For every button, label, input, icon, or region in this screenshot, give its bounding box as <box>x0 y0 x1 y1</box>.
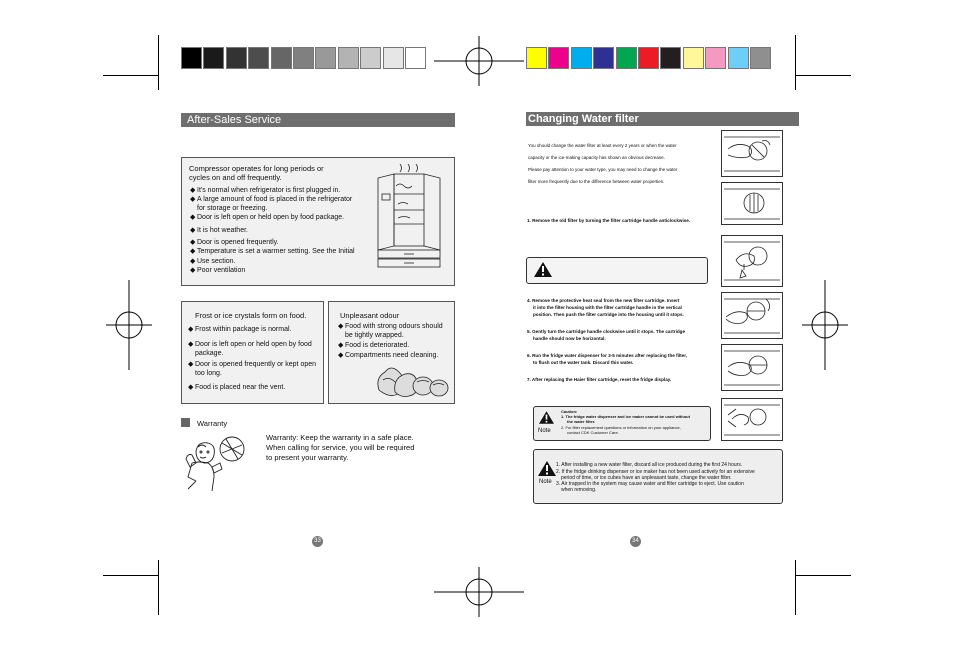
note-item: 2. If the fridge drinking dispenser or ice maker has not been used actively for an extensive <box>556 469 755 475</box>
step-5: 5. Gently turn the cartridge handle clockwise until it stops. The cartridge <box>527 329 686 334</box>
registration-mark <box>106 280 152 370</box>
color-swatch <box>226 47 247 69</box>
bullet: ◆ <box>190 214 196 221</box>
color-swatch <box>338 47 359 69</box>
bullet: ◆ <box>190 248 196 255</box>
warning-icon <box>539 411 554 424</box>
page-number: 34 <box>630 536 641 547</box>
warranty-text: When calling for service, you will be required <box>266 443 415 452</box>
registration-mark <box>802 280 848 370</box>
color-swatch <box>360 47 381 69</box>
caution-item: the water filter. <box>567 419 596 424</box>
warranty-text: Warranty: Keep the warranty in a safe place. <box>266 433 414 442</box>
list-item: package. <box>195 350 224 357</box>
list-item: It is hot weather. <box>197 227 248 234</box>
step-4: position. Then push the filter cartridge into the housing until it stops. <box>533 312 684 317</box>
color-swatch <box>683 47 704 69</box>
step-4: it into the filter housing with the filter cartridge handle in the vertical <box>533 305 682 310</box>
color-swatch <box>181 47 202 69</box>
color-swatch <box>383 47 404 69</box>
filter-step-illustration <box>721 292 783 339</box>
bullet: ◆ <box>338 323 344 330</box>
bullet: ◆ <box>190 267 196 274</box>
step-7: 7. After replacing the Haier filter cartridge, reset the fridge display. <box>527 377 672 382</box>
list-item: Poor ventilation <box>197 267 246 274</box>
compressor-title: cycles on and off frequently. <box>189 173 282 182</box>
color-swatch <box>203 47 224 69</box>
step-5: handle should now be horizontal. <box>533 336 606 341</box>
frost-title: Frost or ice crystals form on food. <box>195 311 307 320</box>
note-item: 1. After installing a new water filter, discard all ice produced during the first 24 hours. <box>556 462 743 468</box>
intro-text: filter more frequently due to the difference between water properties. <box>528 179 665 184</box>
list-item: too long. <box>195 370 222 377</box>
warranty-label: Warranty <box>197 419 228 428</box>
color-swatch <box>526 47 547 69</box>
bullet: ◆ <box>188 341 194 348</box>
list-item: Food with strong odours should <box>345 323 443 330</box>
color-swatch <box>728 47 749 69</box>
color-swatch <box>616 47 637 69</box>
list-item: Frost within package is normal. <box>195 326 292 333</box>
color-swatch <box>571 47 592 69</box>
filter-step-illustration <box>721 182 783 225</box>
bullet: ◆ <box>188 361 194 368</box>
list-item: Food is deteriorated. <box>345 342 410 349</box>
note-box <box>533 449 783 504</box>
list-item: Compartments need cleaning. <box>345 352 439 359</box>
caution-title: Caution: <box>561 409 578 414</box>
caution-item: 2. For filter replacement questions or information on your appliance, <box>561 425 681 430</box>
caution-box <box>533 406 711 441</box>
caution-item: contact CDK Customer Care. <box>567 430 619 435</box>
step-4: 4. Remove the protective heat seal from the new filter cartridge. Insert <box>527 298 680 303</box>
color-swatch <box>705 47 726 69</box>
list-item: Temperature is set a warmer setting. See the Initial <box>197 248 355 255</box>
filter-step-illustration <box>721 398 783 441</box>
filter-step-illustration <box>721 235 783 287</box>
bullet: ◆ <box>190 227 196 234</box>
registration-mark <box>434 36 524 86</box>
odour-title: Unpleasant odour <box>340 311 400 320</box>
compressor-title: Compressor operates for long periods or <box>189 164 324 173</box>
odour-box <box>328 301 455 404</box>
filter-step-illustration <box>721 130 783 177</box>
list-item: Door is opened frequently or kept open <box>195 361 317 368</box>
registration-mark <box>434 567 524 617</box>
intro-text: capacity or the ice-making capacity has shown an obvious decrease. <box>528 155 665 160</box>
warranty-marker <box>181 418 190 427</box>
person-phone-illustration <box>182 433 246 491</box>
note-item: when removing. <box>561 487 597 493</box>
color-swatch <box>593 47 614 69</box>
step-6: to flush out the water tank. Discard this water. <box>533 360 634 365</box>
color-swatch <box>271 47 292 69</box>
note-item: 3. Air trapped in the system may cause water and filter cartridge to eject. Use caution <box>556 481 744 487</box>
intro-text: Please pay attention to your water type, you may need to change the water <box>528 167 678 172</box>
warning-icon <box>538 461 556 476</box>
color-swatch <box>548 47 569 69</box>
right-page-header: Changing Water filter <box>526 112 799 126</box>
color-swatch <box>660 47 681 69</box>
warning-icon <box>534 262 552 277</box>
intro-text: You should change the water filter at least every 2 years or when the water <box>528 143 677 148</box>
frozen-food-illustration <box>373 360 451 400</box>
bullet: ◆ <box>190 196 196 203</box>
bullet: ◆ <box>190 239 196 246</box>
list-item: Door is left open or held open by food <box>195 341 312 348</box>
bullet: ◆ <box>188 384 194 391</box>
left-page-header: After-Sales Service <box>181 113 455 127</box>
compressor-box <box>181 157 455 286</box>
step-6: 6. Run the fridge water dispenser for 3-5 minutes after replacing the filter, <box>527 353 688 358</box>
bullet: ◆ <box>338 352 344 359</box>
frost-box <box>181 301 324 404</box>
filter-step-illustration <box>721 344 783 391</box>
list-item: Food is placed near the vent. <box>195 384 286 391</box>
list-item: It's normal when refrigerator is first plugged in. <box>197 187 341 194</box>
color-swatch <box>405 47 426 69</box>
color-swatch <box>750 47 771 69</box>
color-swatch <box>248 47 269 69</box>
page-number: 33 <box>312 536 323 547</box>
list-item: for storage or freezing. <box>197 205 268 212</box>
warranty-text: to present your warranty. <box>266 453 349 462</box>
warning-bar <box>526 257 708 284</box>
bullet: ◆ <box>190 258 196 265</box>
list-item: Door is opened frequently. <box>197 239 279 246</box>
caution-item: 1. The fridge water dispenser and ice maker cannot be used without <box>561 414 690 419</box>
color-swatch <box>638 47 659 69</box>
note-label: Note <box>539 479 552 485</box>
note-label: Note <box>538 428 551 434</box>
bullet: ◆ <box>338 342 344 349</box>
bullet: ◆ <box>190 187 196 194</box>
list-item: Door is left open or held open by food package. <box>197 214 345 221</box>
step-1: 1. Remove the old filter by turning the filter cartridge handle anticlockwise. <box>527 218 691 223</box>
list-item: be tightly wrapped. <box>345 332 404 339</box>
color-swatch <box>315 47 336 69</box>
refrigerator-illustration <box>368 164 452 268</box>
bullet: ◆ <box>188 326 194 333</box>
list-item: A large amount of food is placed in the refrigerator <box>197 196 353 203</box>
note-item: period of time, or ice cubes have an unpleasant taste, change the water filter. <box>561 475 732 481</box>
color-swatch <box>293 47 314 69</box>
list-item: Use section. <box>197 258 236 265</box>
